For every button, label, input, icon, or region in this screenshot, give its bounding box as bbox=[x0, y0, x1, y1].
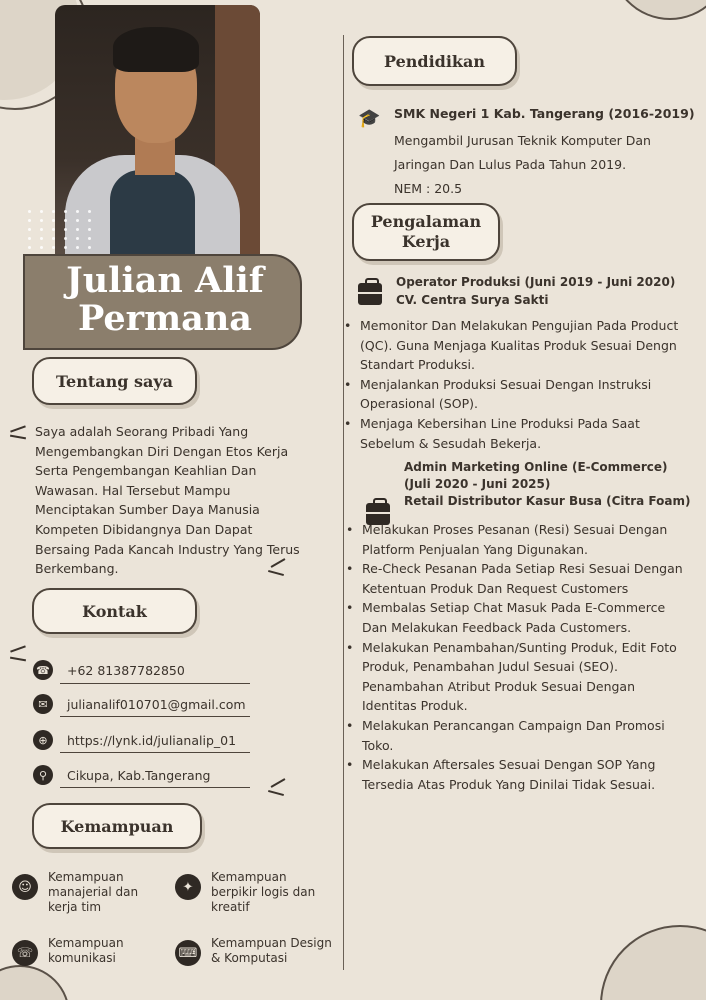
list-item: • Melakukan Proses Pesanan (Resi) Sesuai Dengan Platform Penjualan Yang Digunakan. bbox=[346, 520, 691, 559]
name-line-2: Permana bbox=[78, 298, 252, 339]
about-heading: Tentang saya bbox=[32, 357, 197, 405]
lightbulb-icon: ✦ bbox=[175, 874, 201, 900]
skill-item: ☺ Kemampuan manajerial dan kerja tim bbox=[12, 870, 162, 915]
graduation-cap-icon: 🎓 bbox=[358, 108, 381, 129]
divider-line bbox=[60, 683, 250, 684]
decor-circle-bottom-left bbox=[0, 965, 70, 1000]
divider-line bbox=[60, 752, 250, 753]
decor-dash bbox=[10, 425, 26, 432]
contact-email[interactable] bbox=[33, 694, 246, 714]
list-item: • Melakukan Penambahan/Sunting Produk, Edit Foto Produk, Penambahan Judul Sesuai (SEO). Penambahan Atribut Produk Sesuai Dengan Identitas Produk. bbox=[346, 638, 691, 716]
decor-circle-top-right bbox=[610, 0, 706, 20]
decor-dash bbox=[10, 435, 26, 440]
job1-header: Operator Produksi (Juni 2019 - Juni 2020) CV. Centra Surya Sakti bbox=[396, 275, 676, 307]
column-divider bbox=[343, 35, 344, 970]
phone-icon: ☎ bbox=[33, 660, 53, 680]
skill-item: ☏ Kemampuan komunikasi bbox=[12, 936, 162, 966]
briefcase-icon bbox=[358, 283, 382, 305]
list-item: • Menjalankan Produksi Sesuai Dengan Instruksi Operasional (SOP). bbox=[344, 375, 694, 414]
location-pin-icon: ⚲ bbox=[33, 765, 53, 785]
list-item: • Re-Check Pesanan Pada Setiap Resi Sesuai Dengan Ketentuan Produk Dan Request Customers bbox=[346, 559, 691, 598]
computer-icon: ⌨ bbox=[175, 940, 201, 966]
email-icon: ✉ bbox=[33, 694, 53, 714]
communication-icon: ☏ bbox=[12, 940, 38, 966]
decor-dash bbox=[10, 657, 26, 662]
full-name bbox=[40, 262, 290, 338]
divider-line bbox=[60, 716, 250, 717]
contact-heading: Kontak bbox=[32, 588, 197, 634]
globe-icon: ⊕ bbox=[33, 730, 53, 750]
name-line-1: Julian Alif bbox=[66, 260, 264, 301]
list-item: • Menjaga Kebersihan Line Produksi Pada Saat Sebelum & Sesudah Bekerja. bbox=[344, 414, 694, 453]
about-text: Saya adalah Seorang Pribadi Yang Mengembangkan Diri Dengan Etos Kerja Serta Pengembangan Keahlian Dan Wawasan. Hal Tersebut Mampu Menciptakan Sumber Daya Manusia Kompeten Dibidangnya Dan Dapat Bersaing Pada Kancah Industry Yang Terus Berkembang. bbox=[35, 424, 300, 577]
location-text: Cikupa, Kab.Tangerang bbox=[67, 767, 211, 783]
contact-phone[interactable] bbox=[33, 660, 185, 680]
phone-text: +62 81387782850 bbox=[67, 662, 185, 678]
education-description: Mengambil Jurusan Teknik Komputer Dan Jaringan Dan Lulus Pada Tahun 2019. NEM : 20.5 bbox=[394, 133, 651, 196]
job2-header: Admin Marketing Online (E-Commerce) (Juli 2020 - Juni 2025) Retail Distributor Kasur Busa (Citra Foam) bbox=[404, 460, 691, 508]
contact-location bbox=[33, 765, 211, 785]
decor-dash bbox=[271, 778, 286, 788]
email-text: julianalif010701@gmail.com bbox=[67, 696, 246, 712]
contact-website[interactable] bbox=[33, 730, 236, 750]
skill-item: ✦ Kemampuan berpikir logis dan kreatif bbox=[175, 870, 325, 915]
job1-bullets bbox=[344, 316, 694, 453]
list-item: • Melakukan Perancangan Campaign Dan Promosi Toko. bbox=[346, 716, 691, 755]
divider-line bbox=[60, 787, 250, 788]
list-item: • Melakukan Aftersales Sesuai Dengan SOP Yang Tersedia Atas Produk Yang Dinilai Tidak Sesuai. bbox=[346, 755, 691, 794]
decor-dash bbox=[268, 790, 284, 796]
experience-heading: Pengalaman Kerja bbox=[352, 203, 500, 261]
education-heading: Pendidikan bbox=[352, 36, 517, 86]
website-text: https://lynk.id/julianalip_01 bbox=[67, 732, 237, 748]
team-icon: ☺ bbox=[12, 874, 38, 900]
list-item: • Memonitor Dan Melakukan Pengujian Pada Product (QC). Guna Menjaga Kualitas Produk Sesuai Dengn Standart Produksi. bbox=[344, 316, 694, 375]
decor-dash bbox=[10, 645, 26, 652]
decor-circle-bottom-right bbox=[600, 925, 706, 1000]
skills-heading: Kemampuan bbox=[32, 803, 202, 849]
skill-item: ⌨ Kemampuan Design & Komputasi bbox=[175, 936, 340, 966]
job2-bullets bbox=[346, 520, 691, 794]
education-school: SMK Negeri 1 Kab. Tangerang (2016-2019) bbox=[394, 106, 695, 121]
list-item: • Membalas Setiap Chat Masuk Pada E-Commerce Dan Melakukan Feedback Pada Customers. bbox=[346, 598, 691, 637]
